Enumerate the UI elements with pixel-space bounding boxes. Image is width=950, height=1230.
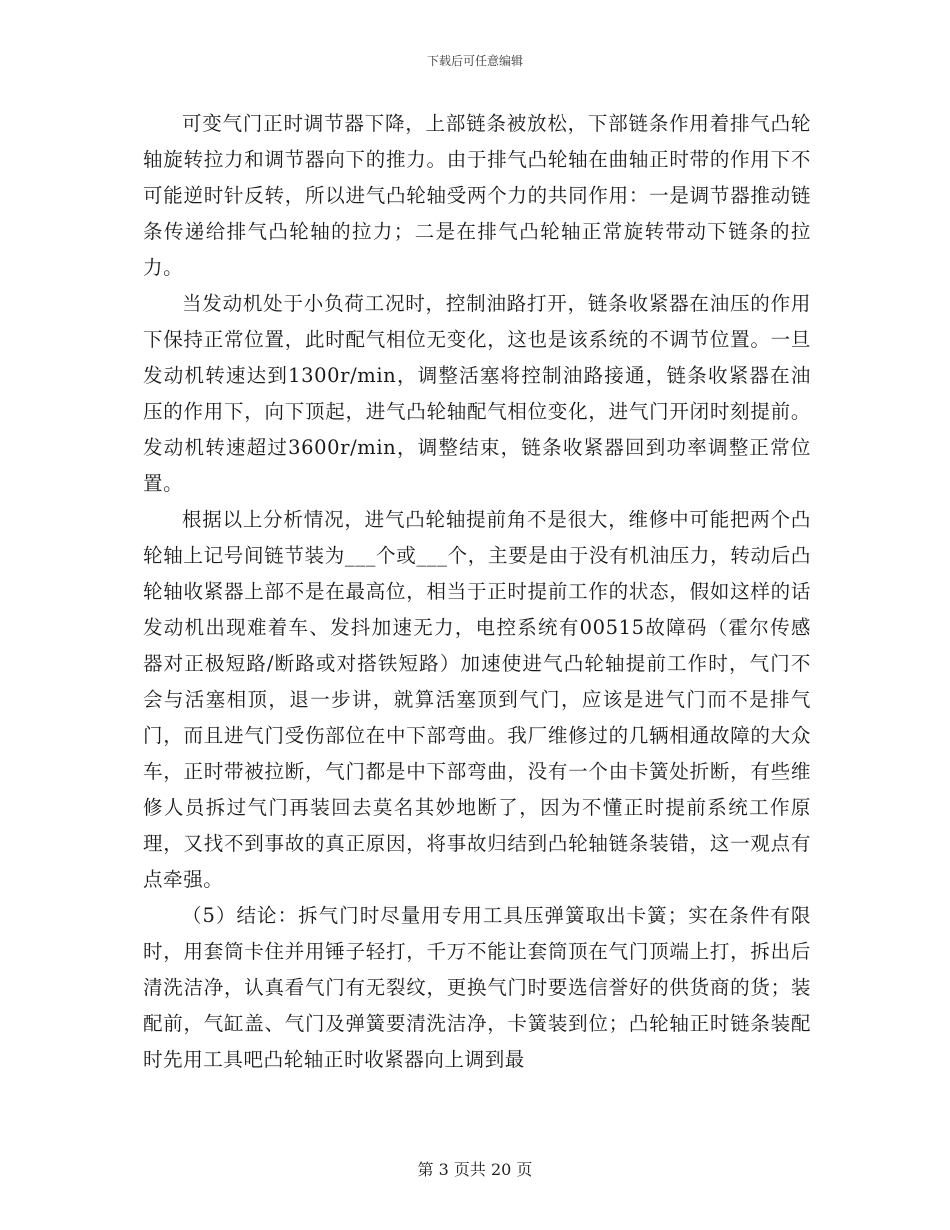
paragraph-3: 根据以上分析情况，进气凸轮轴提前角不是很大，维修中可能把两个凸轮轴上记号间链节装为___个或___个，主要是由于没有机油压力，转动后凸轮轴收紧器上部不是在最高位，相当于正时提前工作的状态，假如这样的话发动机出现难着车、发抖加速无力，电控系统有00515故障码（霍尔传感器对正极短路/断路或对搭铁短路）加速使进气凸轮轴提前工作时，气门不会与活塞相顶，退一步讲，就算活塞顶到气门，应该是进气门而不是排气门，而且进气门受伤部位在中下部弯曲。我厂维修过的几辆相通故障的大众车，正时带被拉断，气门都是中下部弯曲，没有一个由卡簧处折断，有些维修人员拆过气门再装回去莫名其妙地断了，因为不懂正时提前系统工作原理，又找不到事故的真正原因，将事故归结到凸轮轴链条装错，这一观点有点牵强。 [143,508,811,891]
document-body [143,106,811,1078]
page-footer: 第 3 页共 20 页 [417,1160,533,1179]
paragraph-4: （5）结论：拆气门时尽量用专用工具压弹簧取出卡簧；实在条件有限时，用套筒卡住并用锤子轻打，千万不能让套筒顶在气门顶端上打，拆出后清洗洁净，认真看气门有无裂纹，更换气门时要选信誉好的供货商的货；装配前，气缸盖、气门及弹簧要清洗洁净，卡簧装到位；凸轮轴正时链条装配时先用工具吧凸轮轴正时收紧器向上调到最 [143,904,811,1071]
page-header: 下载后可任意编辑 [426,54,523,68]
paragraph-1: 可变气门正时调节器下降，上部链条被放松，下部链条作用着排气凸轮轴旋转拉力和调节器向下的推力。由于排气凸轮轴在曲轴正时带的作用下不可能逆时针反转，所以进气凸轮轴受两个力的共同作用：一是调节器推动链条传递给排气凸轮轴的拉力；二是在排气凸轮轴正常旋转带动下链条的拉力。 [143,112,811,279]
paragraph-2: 当发动机处于小负荷工况时，控制油路打开，链条收紧器在油压的作用下保持正常位置，此时配气相位无变化，这也是该系统的不调节位置。一旦发动机转速达到1300r/min，调整活塞将控制油路接通，链条收紧器在油压的作用下，向下顶起，进气凸轮轴配气相位变化，进气门开闭时刻提前。发动机转速超过3600r/min，调整结束，链条收紧器回到功率调整正常位置。 [143,292,811,495]
